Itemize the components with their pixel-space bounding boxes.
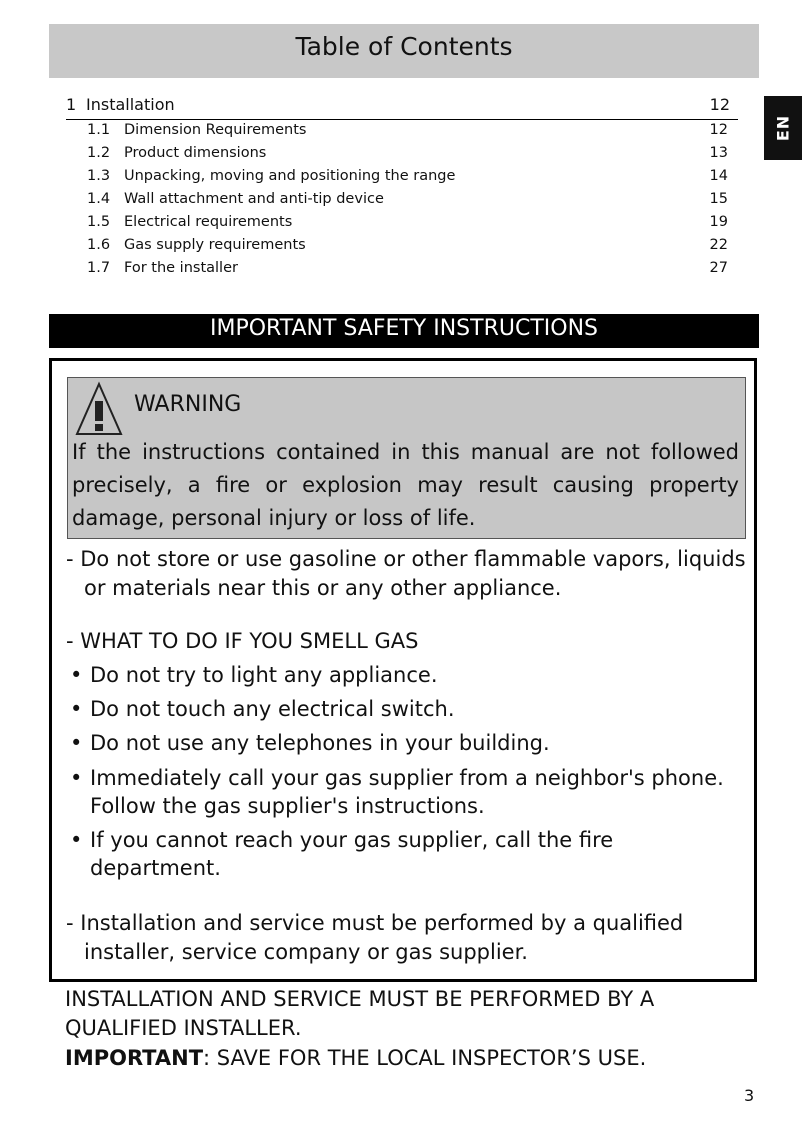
bullet-item [70,764,750,820]
toc-entry-page: 13 [709,145,728,161]
toc-entry-number: 1.2 [87,145,111,161]
toc-entry[interactable] [66,211,738,234]
toc-entry-number: 1.1 [87,122,111,138]
toc-main-number: 1 [66,95,77,114]
bullet-text: Do not try to light any appliance. [90,663,438,687]
toc-entry[interactable] [66,257,738,280]
toc-list [66,119,738,280]
bullet-text: If you cannot reach your gas supplier, call the fire department. [90,828,614,880]
toc-entry-page: 27 [709,260,728,276]
toc-entry-label: Unpacking, moving and positioning the range [124,168,456,184]
warning-box [67,377,746,539]
bullet-item [70,826,750,882]
toc-title: Table of Contents [49,24,759,78]
toc-entry-label: Wall attachment and anti-tip device [124,191,384,207]
language-tab [764,96,802,160]
rule-installation-line1: - Installation and service must be performed by a qualified [66,911,684,935]
toc-entry-number: 1.6 [87,237,111,253]
toc-entry-page: 12 [709,122,728,138]
warning-triangle-icon [74,381,124,437]
toc-entry[interactable] [66,165,738,188]
toc-main-entry[interactable] [66,94,738,120]
installation-note [65,985,654,1043]
installation-note-line2: QUALIFIED INSTALLER. [65,1016,302,1040]
rule-flammable-line2: or materials near this or any other appliance. [84,576,562,600]
bullet-dot: • [70,697,83,721]
warning-title: WARNING [134,392,242,417]
bullet-item [70,661,750,689]
important-text: : SAVE FOR THE LOCAL INSPECTOR’S USE. [203,1046,647,1070]
bullet-text: Do not use any telephones in your building. [90,731,550,755]
toc-entry-number: 1.7 [87,260,111,276]
bullet-item [70,729,750,757]
rule-installation-line2: installer, service company or gas supplier. [84,940,528,964]
toc-entry-page: 19 [709,214,728,230]
warning-text: If the instructions contained in this manual are not followed precisely, a fire or explosion may result causing property damage, personal injury or loss of life. [72,440,739,530]
toc-main-label: Installation [86,95,175,114]
toc-entry[interactable] [66,234,738,257]
bullet-dot: • [70,663,83,687]
toc-entry-number: 1.3 [87,168,111,184]
toc-entry-number: 1.4 [87,191,111,207]
toc-entry-label: For the installer [124,260,238,276]
bullet-text: Do not touch any electrical switch. [90,697,455,721]
bullet-dot: • [70,828,83,852]
smell-gas-title: - WHAT TO DO IF YOU SMELL GAS [66,629,419,653]
rule-flammable-line1: - Do not store or use gasoline or other flammable vapors, liquids [66,547,746,571]
toc-entry[interactable] [66,142,738,165]
bullet-dot: • [70,731,83,755]
toc-entry[interactable] [66,188,738,211]
rule-flammable [66,545,746,603]
toc-entry-page: 15 [709,191,728,207]
installation-note-line1: INSTALLATION AND SERVICE MUST BE PERFORMED BY A [65,987,655,1011]
toc-entry-label: Dimension Requirements [124,122,307,138]
language-tab-label: EN [773,114,793,142]
toc-main-page: 12 [709,95,730,114]
toc-entry-page: 14 [709,168,728,184]
toc-entry[interactable] [66,119,738,142]
bullet-dot: • [70,766,83,790]
toc-entry-number: 1.5 [87,214,111,230]
safety-box [49,358,757,982]
toc-entry-label: Electrical requirements [124,214,293,230]
rule-installation [66,909,746,967]
important-label: IMPORTANT [65,1046,204,1070]
bullet-item [70,695,750,723]
toc-entry-page: 22 [709,237,728,253]
page-number: 3 [744,1086,755,1105]
bullet-text: Immediately call your gas supplier from a neighbor's phone. Follow the gas supplier's instructions. [90,766,724,818]
safety-header: IMPORTANT SAFETY INSTRUCTIONS [49,314,759,348]
toc-entry-label: Gas supply requirements [124,237,306,253]
toc-entry-label: Product dimensions [124,145,267,161]
important-note [65,1044,646,1073]
